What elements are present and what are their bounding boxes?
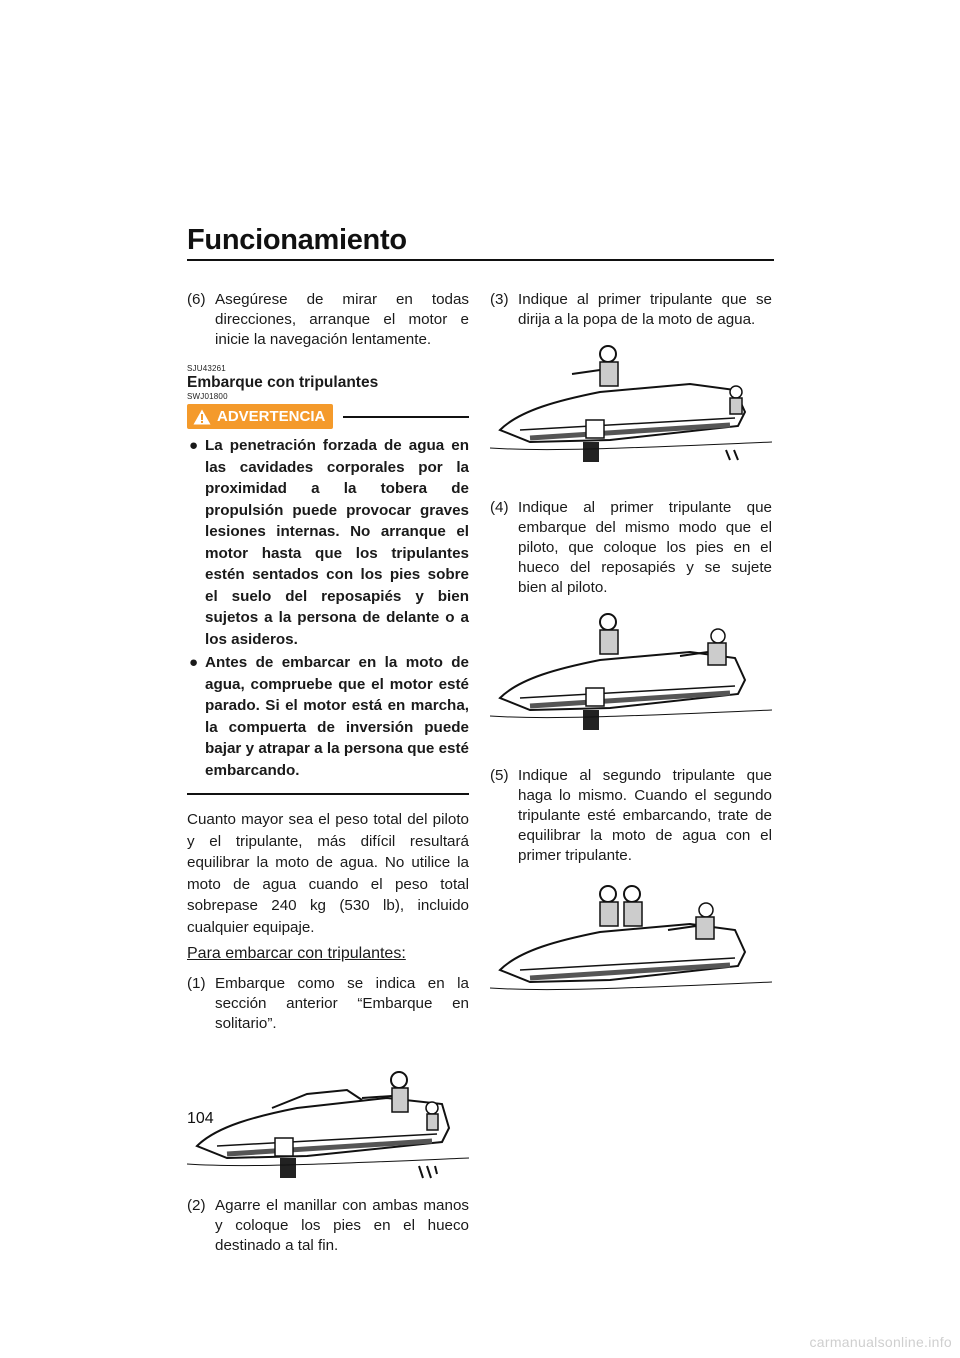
step-6	[187, 290, 469, 350]
jetski-illustration	[490, 608, 772, 738]
section-code: SJU43261	[187, 364, 226, 373]
step-number: (3)	[490, 291, 509, 308]
step-text: Indique al primer tripulante que se dirija a la popa de la moto de agua.	[518, 291, 772, 328]
step-4	[490, 498, 772, 598]
warning-code: SWJ01800	[187, 392, 228, 401]
page-number: 104	[187, 1110, 214, 1127]
warning-badge	[187, 404, 333, 429]
warning-triangle-icon	[193, 409, 211, 425]
illustration-boarding-step4	[490, 608, 772, 748]
step-number: (2)	[187, 1197, 206, 1214]
step-text: Indique al segundo tripulante que haga lo mismo. Cuando el segundo tripulante esté embarcando, trate de equilibrar la moto de agua con el primer tripulante.	[518, 767, 772, 864]
warning-item-text: Antes de embarcar en la moto de agua, compruebe que el motor esté parado. Si el motor está en marcha, la compuerta de inversión puede bajar y atrapar a la persona que esté embarcando.	[205, 654, 469, 779]
jetski-illustration	[490, 880, 772, 1010]
section-title: Embarque con tripulantes	[187, 374, 379, 391]
jetski-illustration	[187, 1046, 469, 1186]
step-3	[490, 290, 772, 330]
step-2	[187, 1196, 469, 1256]
step-number: (1)	[187, 975, 206, 992]
illustration-boarding-step5	[490, 880, 772, 1020]
warning-item	[187, 652, 469, 781]
left-column	[187, 290, 469, 1256]
warning-header	[187, 404, 469, 429]
jetski-illustration	[490, 340, 772, 470]
watermark: carmanualsonline.info	[809, 1334, 952, 1350]
subheading: Para embarcar con tripulantes:	[187, 945, 406, 962]
warning-item-text: La penetración forzada de agua en las cavidades corporales por la proximidad a la tobera de propulsión puede provocar graves lesiones internas. No arranque el motor hasta que los tripulantes estén sentados con los pies sobre el suelo del reposapiés y bien sujetos a la persona de delante o a los asideros.	[205, 437, 469, 648]
step-number: (6)	[187, 291, 206, 308]
warning-rule	[343, 416, 469, 418]
illustration-boarding-step3	[490, 340, 772, 480]
step-number: (5)	[490, 767, 509, 784]
body-paragraph: Cuanto mayor sea el peso total del piloto y el tripulante, más difícil resultará equilibrar la moto de agua. No utilice la moto de agua cuando el peso total sobrepase 240 kg (530 lb), incluido cualquier equipaje.	[187, 811, 469, 936]
warning-box	[187, 429, 469, 795]
right-column	[490, 290, 772, 1020]
step-text: Asegúrese de mirar en todas direcciones, arranque el motor e inicie la navegación lentamente.	[215, 291, 469, 348]
step-1	[187, 974, 469, 1034]
step-number: (4)	[490, 499, 509, 516]
bullet-icon: ●	[189, 654, 199, 671]
illustration-boarding-step1	[187, 1046, 469, 1186]
warning-label: ADVERTENCIA	[217, 407, 326, 425]
step-5	[490, 766, 772, 866]
title-rule	[187, 259, 774, 261]
step-text: Agarre el manillar con ambas manos y coloque los pies en el hueco destinado a tal fin.	[215, 1197, 469, 1254]
step-text: Indique al primer tripulante que embarque del mismo modo que el piloto, que coloque los pies en el hueco del reposapiés y se sujete bien al piloto.	[518, 499, 772, 596]
step-text: Embarque como se indica en la sección anterior “Embarque en solitario”.	[215, 975, 469, 1032]
warning-item	[187, 435, 469, 650]
bullet-icon: ●	[189, 437, 199, 454]
page-title: Funcionamiento	[187, 224, 407, 256]
